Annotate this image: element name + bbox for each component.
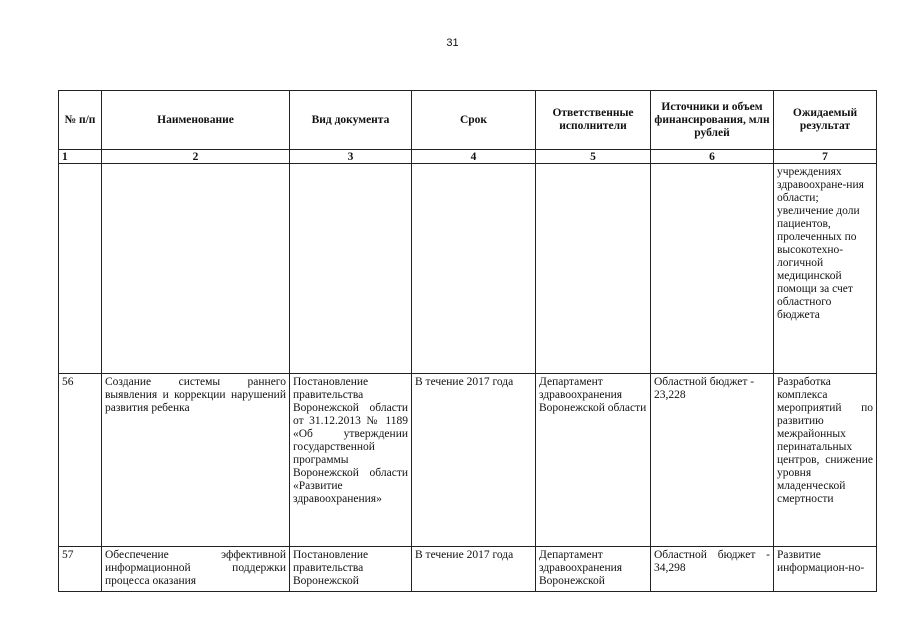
column-number: 4 — [412, 150, 536, 164]
column-number: 3 — [290, 150, 412, 164]
header-name: Наименование — [102, 91, 290, 150]
header-financing: Источники и объем финансирования, млн рублей — [651, 91, 774, 150]
executor-cell: Департамент здравоохранения Воронежской области — [536, 374, 651, 547]
result-cell: Разработка комплекса мероприятий по развитию межрайонных перинатальных центров, снижение уровня младенческой смертности — [774, 374, 877, 547]
column-numbers-row — [59, 150, 877, 164]
document-cell: Постановление правительства Воронежской области от 31.12.2013 № 1189 «Об утверждении государственной программы Воронежской области «Развитие здравоохранения» — [290, 374, 412, 547]
table-row — [59, 547, 877, 592]
header-number: № п/п — [59, 91, 102, 150]
column-number: 6 — [651, 150, 774, 164]
finance-cell: Областной бюджет - 34,298 — [651, 547, 774, 592]
table-header-row — [59, 91, 877, 150]
column-number: 7 — [774, 150, 877, 164]
action-plan-table — [58, 90, 877, 592]
row-number: 56 — [59, 374, 102, 547]
header-term: Срок — [412, 91, 536, 150]
name-cell: Обеспечение эффективной информационной поддержки процесса оказания — [102, 547, 290, 592]
finance-cell: Областной бюджет - 23,228 — [651, 374, 774, 547]
executor-cell: Департамент здравоохранения Воронежской — [536, 547, 651, 592]
result-cell: учреждениях здравоохране-ния области; увеличение доли пациентов, пролеченных по высокотехно-логичной медицинской помощи за счет областного бюджета — [774, 164, 877, 374]
column-number: 1 — [59, 150, 102, 164]
page-number: 31 — [446, 37, 459, 49]
column-number: 5 — [536, 150, 651, 164]
table-cell — [651, 164, 774, 374]
name-cell: Создание системы раннего выявления и коррекции нарушений развития ребенка — [102, 374, 290, 547]
column-number: 2 — [102, 150, 290, 164]
table-row-continuation — [59, 164, 877, 374]
table-cell — [102, 164, 290, 374]
result-cell: Развитие информацион-но- — [774, 547, 877, 592]
table-cell — [290, 164, 412, 374]
table-cell — [536, 164, 651, 374]
table-row — [59, 374, 877, 547]
header-expected-result: Ожидаемый результат — [774, 91, 877, 150]
table-cell — [59, 164, 102, 374]
header-document-type: Вид документа — [290, 91, 412, 150]
term-cell: В течение 2017 года — [412, 374, 536, 547]
term-cell: В течение 2017 года — [412, 547, 536, 592]
table-cell — [412, 164, 536, 374]
document-cell: Постановление правительства Воронежской — [290, 547, 412, 592]
header-executors: Ответственные исполнители — [536, 91, 651, 150]
row-number: 57 — [59, 547, 102, 592]
